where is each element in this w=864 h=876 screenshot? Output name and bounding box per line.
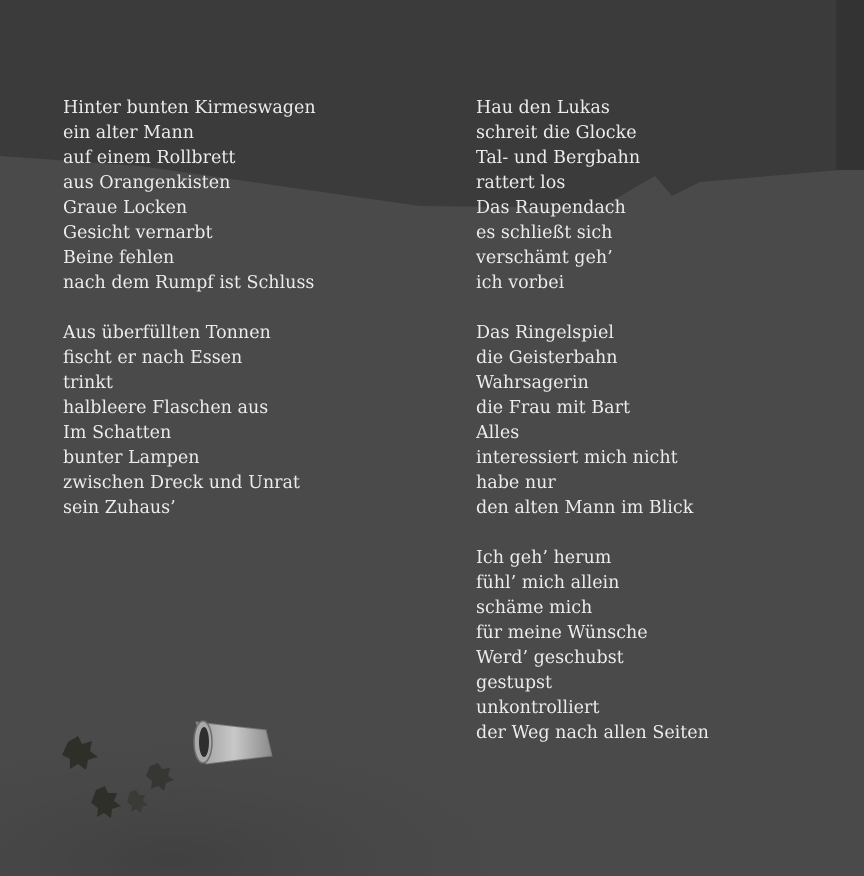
poem-line: gestupst: [476, 673, 553, 693]
wall-pillar: [836, 0, 864, 170]
stanza: [476, 321, 709, 521]
poem-line: nach dem Rumpf ist Schluss: [63, 273, 315, 293]
poem-line: ich vorbei: [476, 273, 565, 293]
poem-line: schreit die Glocke: [476, 123, 637, 143]
poem-line: Das Ringelspiel: [476, 323, 614, 343]
poem-column-right: [476, 96, 709, 771]
poem-line: fühl’ mich allein: [476, 573, 620, 593]
poem-line: die Geisterbahn: [476, 348, 618, 368]
poem-line: trinkt: [63, 373, 113, 393]
poem-line: halbleere Flaschen aus: [63, 398, 269, 418]
poem-line: für meine Wünsche: [476, 623, 648, 643]
poem-line: Beine fehlen: [63, 248, 175, 268]
poem-line: rattert los: [476, 173, 566, 193]
stanza: [476, 96, 709, 296]
poem-line: verschämt geh’: [476, 248, 613, 268]
stanza: [476, 546, 709, 746]
poem-line: der Weg nach allen Seiten: [476, 723, 709, 743]
poem-line: unkontrolliert: [476, 698, 600, 718]
poem-line: ein alter Mann: [63, 123, 195, 143]
poem-line: Tal- und Bergbahn: [476, 148, 641, 168]
poem-column-left: [63, 96, 316, 546]
poem-line: Hinter bunten Kirmeswagen: [63, 98, 316, 118]
poem-line: den alten Mann im Blick: [476, 498, 694, 518]
stanza: [63, 321, 316, 521]
poem-line: Werd’ geschubst: [476, 648, 624, 668]
poem-line: es schließt sich: [476, 223, 613, 243]
poem-line: Wahrsagerin: [476, 373, 589, 393]
poem-line: fischt er nach Essen: [63, 348, 243, 368]
poem-line: Aus überfüllten Tonnen: [63, 323, 271, 343]
poem-line: habe nur: [476, 473, 556, 493]
poem-line: Ich geh’ herum: [476, 548, 612, 568]
stanza: [63, 96, 316, 296]
poem-line: interessiert mich nicht: [476, 448, 678, 468]
ground-shadow: [0, 560, 864, 876]
poem-line: sein Zuhaus’: [63, 498, 176, 518]
poem-line: Alles: [476, 423, 520, 443]
poem-line: Hau den Lukas: [476, 98, 610, 118]
poem-line: die Frau mit Bart: [476, 398, 630, 418]
poem-line: Graue Locken: [63, 198, 188, 218]
poem-line: Das Raupendach: [476, 198, 626, 218]
poem-line: auf einem Rollbrett: [63, 148, 236, 168]
poem-line: zwischen Dreck und Unrat: [63, 473, 300, 493]
poem-line: bunter Lampen: [63, 448, 200, 468]
poem-line: Gesicht vernarbt: [63, 223, 213, 243]
poem-line: schäme mich: [476, 598, 593, 618]
poem-line: Im Schatten: [63, 423, 172, 443]
poem-line: aus Orangenkisten: [63, 173, 231, 193]
